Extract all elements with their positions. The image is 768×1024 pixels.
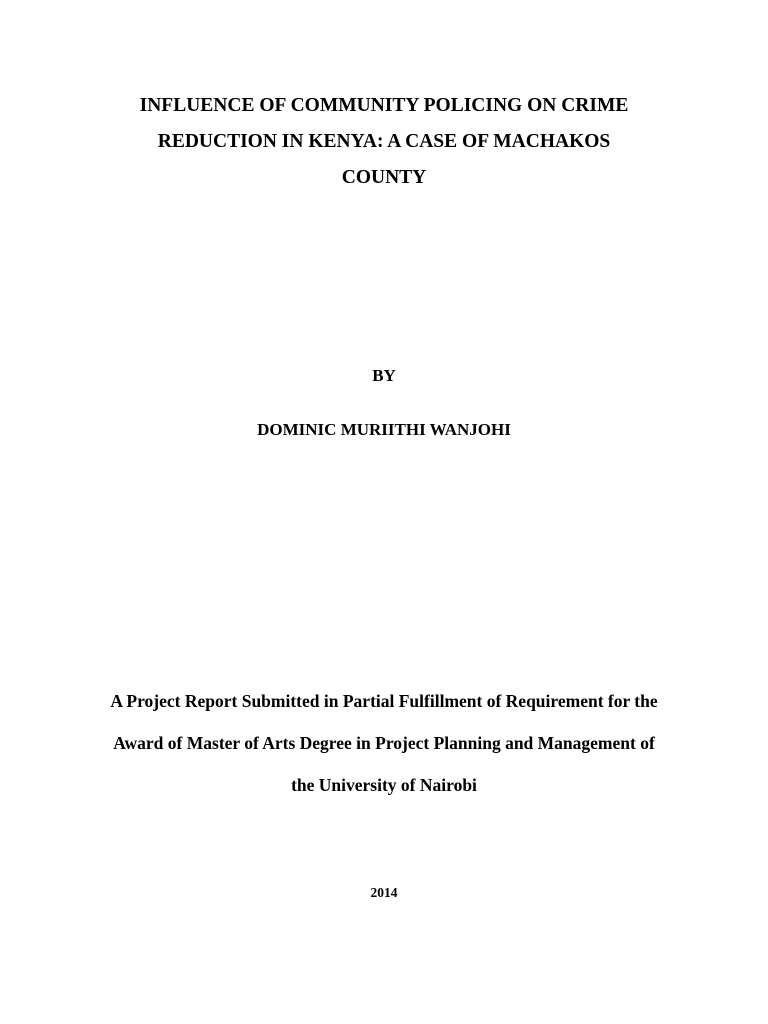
title-line-3: COUNTY [341, 167, 427, 188]
title-line-2: REDUCTION IN KENYA: A CASE OF MACHAKOS [157, 131, 611, 152]
title-line-1: INFLUENCE OF COMMUNITY POLICING ON CRIME [139, 95, 629, 116]
author-name: DOMINIC MURIITHI WANJOHI [257, 420, 511, 439]
statement-line-1: A Project Report Submitted in Partial Fulfillment of Requirement for the [110, 691, 658, 711]
statement-line-2: Award of Master of Arts Degree in Project Planning and Management of [113, 733, 655, 753]
by-label: BY [372, 366, 396, 385]
statement-line-3: the University of Nairobi [291, 775, 477, 795]
submission-year: 2014 [370, 885, 398, 900]
